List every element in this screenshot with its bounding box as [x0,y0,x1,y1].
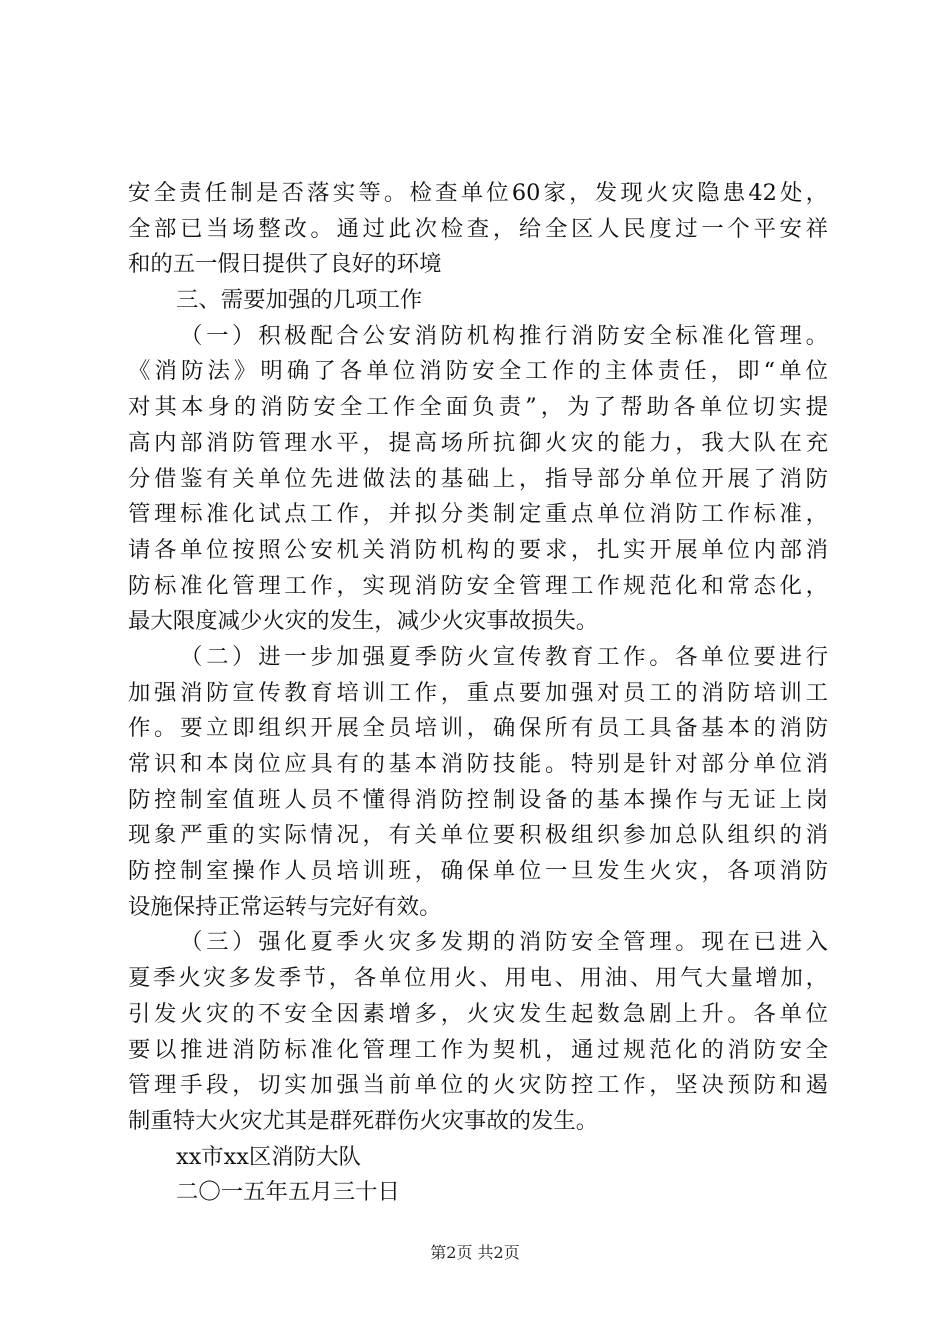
signature-date: 二〇一五年五月三十日 [176,1179,400,1206]
text-line: 现象严重的实际情况，有关单位要积极组织参加总队组织的消 [128,822,828,849]
page-number: 第2页 共2页 [430,1243,520,1262]
text-line: 防控制室值班人员不懂得消防控制设备的基本操作与无证上岗 [128,786,828,813]
text-line: 《消防法》明确了各单位消防安全工作的主体责任，即“单位 [128,358,828,385]
text-line: 制重特大火灾尤其是群死群伤火灾事故的发生。 [128,1107,599,1134]
text-line: 加强消防宣传教育培训工作，重点要加强对员工的消防培训工 [128,679,828,706]
text-line: 请各单位按照公安机关消防机构的要求，扎实开展单位内部消 [128,536,828,563]
paragraph-heading: （三）强化夏季火灾多发期的消防安全管理。现在已进入 [180,929,828,956]
text-line: 要以推进消防标准化管理工作为契机，通过规范化的消防安全 [128,1036,828,1063]
paragraph-heading: （一）积极配合公安消防机构推行消防安全标准化管理。 [180,322,828,349]
section-heading: 三、需要加强的几项工作 [176,287,423,314]
text-line: 常识和本岗位应具有的基本消防技能。特别是针对部分单位消 [128,751,828,777]
text-line: 设施保持正常运转与完好有效。 [128,893,442,920]
text-line: 引发火灾的不安全因素增多，火灾发生起数急剧上升。各单位 [128,1000,828,1027]
text-line: 管理标准化试点工作，并拟分类制定重点单位消防工作标准， [128,501,828,528]
text-line: 夏季火灾多发季节，各单位用火、用电、用油、用气大量增加， [128,965,828,992]
text-line: 和的五一假日提供了良好的环境 [128,251,442,278]
text-line: 最大限度减少火灾的发生，减少火灾事故损失。 [128,608,599,635]
document-body [128,176,828,1211]
text-line: 分借鉴有关单位先进做法的基础上，指导部分单位开展了消防 [128,465,828,492]
text-line: 对其本身的消防安全工作全面负责”，为了帮助各单位切实提 [128,394,828,421]
text-line: 管理手段，切实加强当前单位的火灾防控工作，坚决预防和遏 [128,1072,828,1099]
signature-organization: xx市xx区消防大队 [176,1143,361,1170]
text-line: 高内部消防管理水平，提高场所抗御火灾的能力，我大队在充 [128,429,828,456]
text-line: 作。要立即组织开展全员培训，确保所有员工具备基本的消防 [128,715,828,742]
text-line: 全部已当场整改。通过此次检查，给全区人民度过一个平安祥 [128,215,828,242]
text-line: 防标准化管理工作，实现消防安全管理工作规范化和常态化， [128,572,828,599]
paragraph-heading: （二）进一步加强夏季防火宣传教育工作。各单位要进行 [180,643,828,670]
text-line: 防控制室操作人员培训班，确保单位一旦发生火灾，各项消防 [128,858,828,885]
text-line: 安全责任制是否落实等。检查单位60家，发现火灾隐患42处， [128,180,828,206]
